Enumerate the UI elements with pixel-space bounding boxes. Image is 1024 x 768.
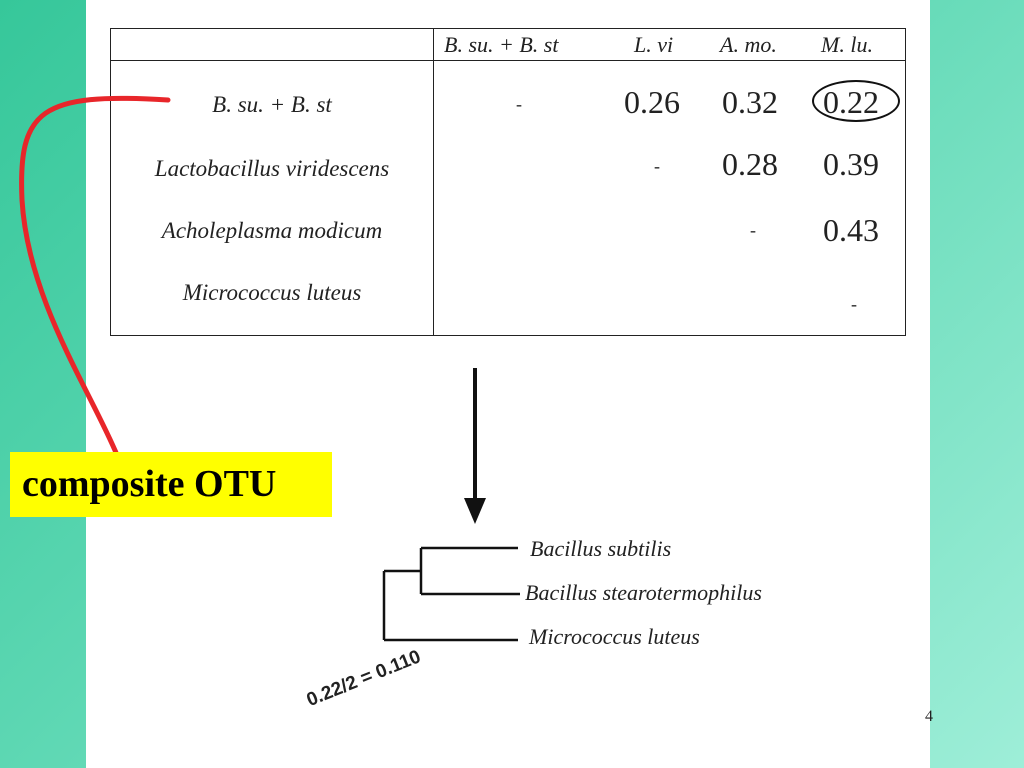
matrix-cell: 0.39 [823, 146, 879, 182]
row-label: Lactobacillus viridescens [154, 156, 390, 181]
row-label: Acholeplasma modicum [161, 218, 383, 243]
matrix-cell: - [654, 156, 660, 176]
branch-length-formula: 0.22/2 = 0.110 [303, 646, 424, 712]
matrix-cell: 0.32 [722, 84, 778, 120]
row-label: B. su. + B. st [212, 92, 332, 117]
column-header: A. mo. [720, 32, 777, 57]
page-number: 4 [925, 708, 933, 725]
matrix-cell: - [851, 294, 857, 314]
composite-otu-callout: composite OTU [10, 452, 332, 517]
row-label: Micrococcus luteus [182, 280, 362, 305]
column-header: M. lu. [821, 32, 873, 57]
matrix-cell: 0.28 [722, 146, 778, 182]
tree-leaf-label: Bacillus stearotermophilus [525, 580, 762, 605]
phylogenetic-tree [384, 548, 520, 640]
tree-leaf-label: Bacillus subtilis [530, 536, 672, 561]
matrix-cell: 0.43 [823, 212, 879, 248]
column-header: B. su. + B. st [444, 32, 559, 57]
matrix-cell: - [516, 94, 522, 114]
matrix-cell: 0.26 [624, 84, 680, 120]
matrix-cell-highlighted: 0.22 [823, 84, 879, 120]
tree-leaf-label: Micrococcus luteus [529, 624, 700, 649]
callout-connector [22, 98, 168, 455]
matrix-cell: - [750, 220, 756, 240]
column-header: L. vi [634, 32, 674, 57]
